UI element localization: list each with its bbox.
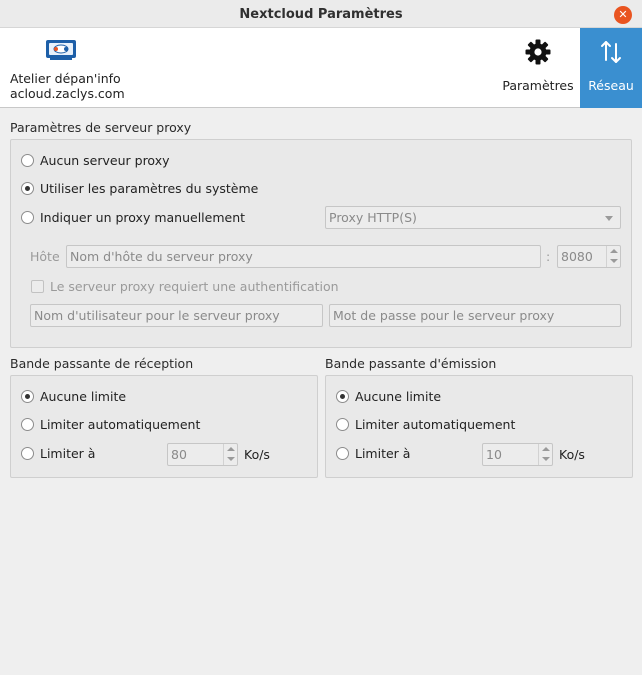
radio-proxy-none[interactable] (21, 154, 34, 167)
window-title: Nextcloud Paramètres (239, 7, 403, 22)
upload-limit-spinbox[interactable] (482, 443, 553, 466)
port-spinbox[interactable] (557, 245, 621, 268)
radio-label: Limiter à (40, 445, 96, 461)
host-input[interactable] (66, 245, 541, 268)
upload-option-limit[interactable] (336, 445, 410, 461)
host-placeholder: Nom d'hôte du serveur proxy (70, 249, 253, 264)
download-spin-buttons[interactable] (223, 444, 237, 465)
radio-label: Limiter à (355, 445, 411, 461)
spin-down-icon[interactable] (542, 457, 550, 461)
upload-option-none[interactable] (336, 388, 441, 404)
download-option-limit[interactable] (21, 445, 95, 461)
proxy-section-title: Paramètres de serveur proxy (10, 120, 192, 135)
radio-label: Limiter automatiquement (355, 416, 516, 432)
tab-network[interactable] (580, 28, 642, 108)
upload-limit-value: 10 (486, 447, 502, 462)
download-section-title: Bande passante de réception (10, 356, 194, 371)
spin-up-icon[interactable] (610, 249, 618, 253)
spin-down-icon[interactable] (227, 457, 235, 461)
radio-label: Limiter automatiquement (40, 416, 201, 432)
radio-label: Utiliser les paramètres du système (40, 180, 259, 196)
radio-upload-limit[interactable] (336, 447, 349, 460)
up-down-arrows-icon (598, 38, 624, 66)
download-unit: Ko/s (244, 447, 270, 462)
radio-upload-none[interactable] (336, 390, 349, 403)
proxy-option-none[interactable] (21, 152, 170, 168)
radio-download-none[interactable] (21, 390, 34, 403)
username-placeholder: Nom d'utilisateur pour le serveur proxy (34, 308, 280, 323)
port-value: 8080 (561, 249, 593, 264)
radio-label: Indiquer un proxy manuellement (40, 209, 246, 225)
spin-up-icon[interactable] (227, 447, 235, 451)
gear-icon (524, 38, 552, 66)
upload-section-title: Bande passante d'émission (325, 356, 497, 371)
spin-up-icon[interactable] (542, 447, 550, 451)
auth-checkbox[interactable] (31, 280, 44, 293)
upload-spin-buttons[interactable] (538, 444, 552, 465)
password-input[interactable] (329, 304, 621, 327)
download-option-auto[interactable] (21, 416, 200, 432)
spin-down-icon[interactable] (610, 259, 618, 263)
radio-upload-auto[interactable] (336, 418, 349, 431)
radio-download-limit[interactable] (21, 447, 34, 460)
title-bar (0, 0, 642, 28)
account-button[interactable] (0, 28, 140, 108)
chevron-down-icon (605, 216, 613, 221)
proxy-option-system[interactable] (21, 180, 258, 196)
radio-download-auto[interactable] (21, 418, 34, 431)
proxy-type-combo[interactable] (325, 206, 621, 229)
tab-settings-label: Paramètres (502, 78, 574, 93)
password-placeholder: Mot de passe pour le serveur proxy (333, 308, 555, 323)
radio-label: Aucune limite (355, 388, 442, 404)
port-spin-buttons[interactable] (606, 246, 620, 267)
proxy-option-manual[interactable] (21, 209, 245, 225)
radio-label: Aucune limite (40, 388, 127, 404)
close-icon[interactable]: ✕ (614, 6, 632, 24)
account-name: Atelier dépan'info (10, 71, 121, 86)
port-separator: : (546, 249, 551, 264)
radio-proxy-manual[interactable] (21, 211, 34, 224)
proxy-type-value: Proxy HTTP(S) (329, 210, 417, 225)
toolbar (0, 28, 642, 108)
username-input[interactable] (30, 304, 323, 327)
radio-label: Aucun serveur proxy (40, 152, 170, 168)
upload-option-auto[interactable] (336, 416, 515, 432)
host-label: Hôte (30, 249, 60, 264)
download-limit-value: 80 (171, 447, 187, 462)
tab-settings[interactable] (496, 28, 580, 108)
upload-unit: Ko/s (559, 447, 585, 462)
download-limit-spinbox[interactable] (167, 443, 238, 466)
account-server: acloud.zaclys.com (10, 86, 125, 101)
radio-proxy-system[interactable] (21, 182, 34, 195)
auth-label: Le serveur proxy requiert une authentification (50, 279, 339, 294)
download-option-none[interactable] (21, 388, 126, 404)
tab-network-label: Réseau (588, 78, 634, 93)
nextcloud-account-icon (44, 38, 78, 62)
